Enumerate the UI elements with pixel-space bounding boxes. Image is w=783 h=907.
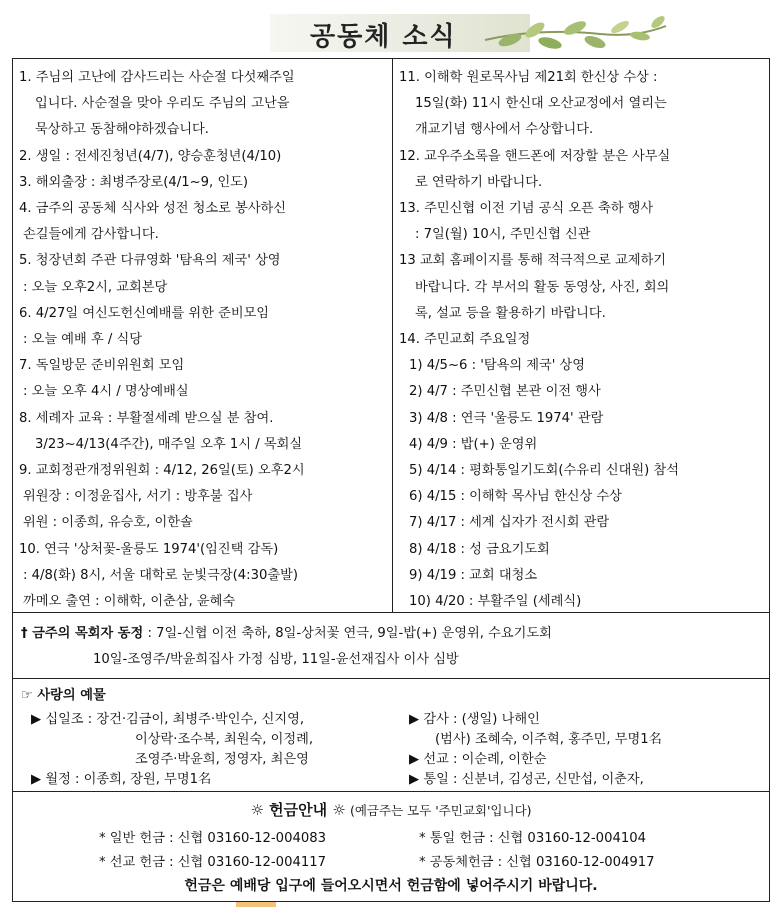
bulletin-frame <box>12 58 770 902</box>
news-item-line: 위원장 : 이정윤집사, 서기 : 방후불 집사 <box>23 489 253 505</box>
pastor-schedule-section <box>13 612 769 679</box>
bottom-decoration <box>236 902 276 907</box>
news-item-line: 8. 세례자 교육 : 부활절세례 받으실 분 참여. <box>19 410 274 426</box>
offering-donor-line: 이상락·조수복, 최원숙, 이정례, <box>135 732 314 747</box>
offering-guide-heading: ☼ 헌금안내 ☼ <box>250 801 346 819</box>
news-item-line: : 오늘 예배 후 / 식당 <box>23 332 143 348</box>
news-item-line: 2. 생일 : 전세진청년(4/7), 양승훈청년(4/10) <box>19 148 282 164</box>
news-item-line: 6. 4/27일 여신도헌신예배를 위한 준비모임 <box>19 305 270 321</box>
news-item-line: : 오늘 오후2시, 교회본당 <box>23 279 168 295</box>
offering-guide-note: (예금주는 모두 '주민교회'입니다) <box>349 803 532 818</box>
offerings-list-section <box>13 678 769 792</box>
news-item-line: 4) 4/9 : 밥(+) 운영위 <box>409 436 538 452</box>
news-item-line: 10) 4/20 : 부활주일 (세례식) <box>409 594 582 610</box>
news-item-line: 4. 금주의 공동체 식사와 성전 청소로 봉사하신 <box>19 201 287 217</box>
news-item-line: 12. 교우주소록을 핸드폰에 저장할 분은 사무실 <box>399 148 671 164</box>
news-item-line: 10. 연극 '상처꽃-울릉도 1974'(임진택 감독) <box>19 541 279 557</box>
page-title: 공동체 소식 <box>310 22 457 52</box>
offering-donor-line: ▶ 십일조 : 장건·김금이, 최병주·박인수, 신지영, <box>31 712 305 727</box>
news-item-line: 11. 이해학 원로목사님 제21회 한신상 수상 : <box>399 70 658 85</box>
leaf-decoration-icon <box>480 10 670 58</box>
news-right-column <box>399 65 765 615</box>
news-item-line: 위원 : 이종희, 유승호, 이한솔 <box>23 515 193 531</box>
news-item-line: 9) 4/19 : 교회 대청소 <box>409 567 538 583</box>
offering-donor-line: ▶ 선교 : 이순례, 이한순 <box>409 752 547 767</box>
news-item-line: : 4/8(화) 8시, 서울 대학로 눈빛극장(4:30출발) <box>23 567 299 583</box>
offering-donor-line: ▶ 감사 : (생일) 나해인 <box>409 712 540 727</box>
news-item-line: 로 연락하기 바랍니다. <box>415 174 543 190</box>
news-item-line: 3. 해외출장 : 최병주장로(4/1~9, 인도) <box>19 174 249 190</box>
offering-guide-section <box>13 791 769 901</box>
offering-donor-line: 조영주·박윤희, 정영자, 최은영 <box>135 752 309 767</box>
news-item-line: 손길들에게 감사합니다. <box>23 227 159 243</box>
news-item-line: 7) 4/17 : 세계 십자가 전시회 관람 <box>409 515 610 531</box>
offering-donor-line: (범사) 조혜숙, 이주혁, 홍주민, 무명1名 <box>435 732 662 747</box>
offerings-left-column <box>31 710 313 790</box>
news-item-line: 8) 4/18 : 성 금요기도회 <box>409 541 550 557</box>
offering-donor-line: ▶ 월정 : 이종희, 장원, 무명1名 <box>31 772 212 787</box>
news-item-line: 9. 교회정관개정위원회 : 4/12, 26일(토) 오후2시 <box>19 463 305 479</box>
pastor-schedule-label: † 금주의 목회자 동정 <box>21 626 144 641</box>
news-item-line: 1. 주님의 고난에 감사드리는 사순절 다섯째주일 <box>19 70 295 85</box>
offerings-heading: ☞ 사랑의 예물 <box>21 688 106 703</box>
news-item-line: 바랍니다. 각 부서의 활동 동영상, 사진, 회의 <box>415 279 670 295</box>
news-item-line: 3) 4/8 : 연극 '울릉도 1974' 관람 <box>409 410 604 426</box>
news-item-line: 7. 독일방문 준비위원회 모임 <box>19 358 185 374</box>
news-item-line: 2) 4/7 : 주민신협 본관 이전 행사 <box>409 384 601 400</box>
news-item-line: 6) 4/15 : 이해학 목사님 한신상 수상 <box>409 489 622 505</box>
pastor-schedule-line-1: : 7일-신협 이전 축하, 8일-상처꽃 연극, 9일-밥(+) 운영위, 수요기도회 <box>143 626 552 641</box>
account-unification: * 통일 헌금 : 신협 03160-12-004104 <box>419 831 647 846</box>
news-left-column <box>19 65 391 615</box>
news-item-line: 5) 4/14 : 평화통일기도회(수유리 신대원) 참석 <box>409 463 679 479</box>
news-item-line: 1) 4/5~6 : '탐욕의 제국' 상영 <box>409 358 586 374</box>
news-item-line: 14. 주민교회 주요일정 <box>399 332 531 348</box>
news-item-line: 입니다. 사순절을 맞아 우리도 주님의 고난을 <box>35 96 290 112</box>
news-item-line: 까메오 출연 : 이해학, 이춘삼, 윤혜숙 <box>23 594 236 610</box>
news-item-line: 록, 설교 등을 활용하기 바랍니다. <box>415 305 606 321</box>
news-item-line: : 오늘 오후 4시 / 명상예배실 <box>23 384 189 400</box>
offering-donor-line: ▶ 통일 : 신분녀, 김성곤, 신만섭, 이춘자, <box>409 772 644 787</box>
news-item-line: : 7일(월) 10시, 주민신협 신관 <box>415 227 591 243</box>
title-banner <box>270 8 670 58</box>
offering-footer-note: 헌금은 예배당 입구에 들어오시면서 헌금함에 넣어주시기 바랍니다. <box>184 878 598 894</box>
news-item-line: 13. 주민신협 이전 기념 공식 오픈 축하 행사 <box>399 201 654 217</box>
news-item-line: 3/23~4/13(4주간), 매주일 오후 1시 / 목회실 <box>35 436 303 452</box>
offerings-right-column <box>409 710 662 790</box>
news-section <box>13 59 769 613</box>
news-item-line: 개교기념 행사에서 수상합니다. <box>415 122 594 138</box>
news-item-line: 묵상하고 동참해야하겠습니다. <box>35 122 209 138</box>
account-general: * 일반 헌금 : 신협 03160-12-004083 <box>99 831 327 846</box>
news-item-line: 15일(화) 11시 한신대 오산교정에서 열리는 <box>415 96 667 112</box>
column-divider <box>392 59 393 612</box>
pastor-schedule-line-2: 10일-조영주/박윤희집사 가정 심방, 11일-윤선재집사 이사 심방 <box>93 652 459 667</box>
account-community: * 공동체헌금 : 신협 03160-12-004917 <box>419 855 655 870</box>
account-mission: * 선교 헌금 : 신협 03160-12-004117 <box>99 855 327 870</box>
news-item-line: 13 교회 홈페이지를 통해 적극적으로 교제하기 <box>399 253 667 269</box>
news-item-line: 5. 청장년회 주관 다큐영화 '탐욕의 제국' 상영 <box>19 253 281 269</box>
